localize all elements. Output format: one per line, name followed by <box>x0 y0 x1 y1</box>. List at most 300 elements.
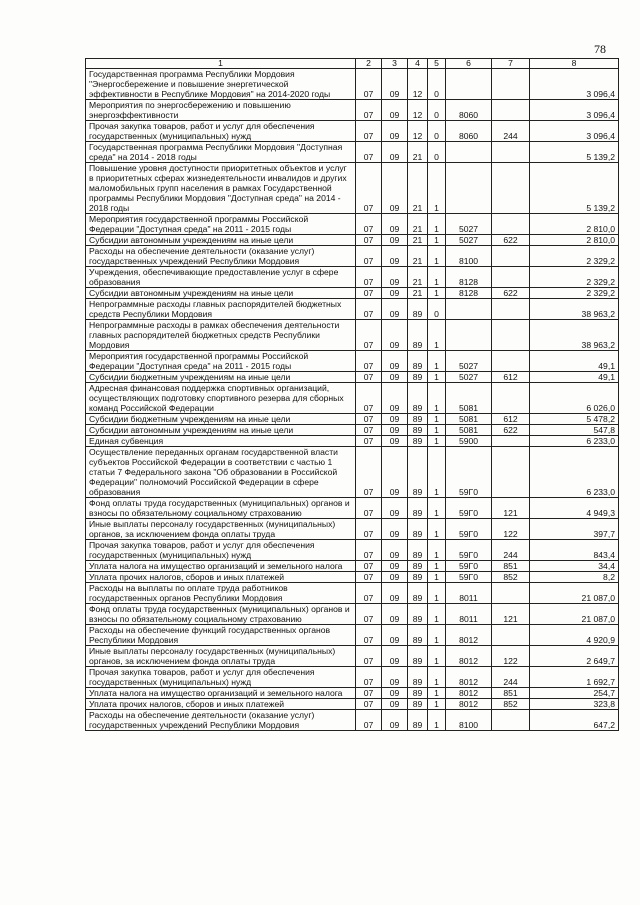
row-code <box>492 100 530 121</box>
row-code <box>492 246 530 267</box>
row-description: Субсидии автономным учреждениям на иные цели <box>86 288 356 299</box>
row-code: 89 <box>408 383 428 414</box>
row-amount: 6 026,0 <box>530 383 619 414</box>
row-amount: 323,8 <box>530 699 619 710</box>
row-code: 1 <box>428 688 446 699</box>
table-row <box>86 214 619 235</box>
table-row <box>86 414 619 425</box>
row-code: 89 <box>408 498 428 519</box>
row-code: 122 <box>492 519 530 540</box>
row-description: Субсидии бюджетным учреждениям на иные цели <box>86 414 356 425</box>
row-code: 12 <box>408 69 428 100</box>
row-code: 07 <box>356 320 382 351</box>
row-code: 89 <box>408 646 428 667</box>
row-code: 09 <box>382 142 408 163</box>
column-header: 7 <box>492 59 530 69</box>
column-header: 6 <box>446 59 492 69</box>
table-row <box>86 604 619 625</box>
page-number: 78 <box>594 42 606 56</box>
row-code: 5027 <box>446 214 492 235</box>
table-row <box>86 572 619 583</box>
row-description: Уплата прочих налогов, сборов и иных платежей <box>86 699 356 710</box>
column-header: 3 <box>382 59 408 69</box>
row-code: 07 <box>356 163 382 214</box>
row-description: Субсидии бюджетным учреждениям на иные цели <box>86 372 356 383</box>
row-code: 09 <box>382 425 408 436</box>
row-description: Субсидии автономным учреждениям на иные цели <box>86 235 356 246</box>
row-code: 89 <box>408 372 428 383</box>
row-code: 07 <box>356 299 382 320</box>
row-code <box>492 214 530 235</box>
row-description: Мероприятия по энергосбережению и повышению энергоэффективности <box>86 100 356 121</box>
row-code: 1 <box>428 447 446 498</box>
row-code: 09 <box>382 267 408 288</box>
row-code: 09 <box>382 625 408 646</box>
row-code: 07 <box>356 246 382 267</box>
row-code: 1 <box>428 519 446 540</box>
row-code: 07 <box>356 267 382 288</box>
row-code <box>492 267 530 288</box>
row-code: 1 <box>428 583 446 604</box>
row-code: 09 <box>382 320 408 351</box>
row-code: 8012 <box>446 688 492 699</box>
row-amount: 49,1 <box>530 372 619 383</box>
table-row <box>86 436 619 447</box>
row-code: 1 <box>428 163 446 214</box>
row-amount: 21 087,0 <box>530 604 619 625</box>
table-row <box>86 667 619 688</box>
row-code: 1 <box>428 561 446 572</box>
row-code: 07 <box>356 372 382 383</box>
row-code: 07 <box>356 414 382 425</box>
row-code: 1 <box>428 667 446 688</box>
row-amount: 38 963,2 <box>530 299 619 320</box>
row-code: 07 <box>356 625 382 646</box>
column-header: 4 <box>408 59 428 69</box>
row-code: 07 <box>356 100 382 121</box>
row-code <box>492 299 530 320</box>
table-row <box>86 561 619 572</box>
row-code: 12 <box>408 100 428 121</box>
row-amount: 1 692,7 <box>530 667 619 688</box>
row-code: 09 <box>382 383 408 414</box>
row-code: 1 <box>428 383 446 414</box>
row-code: 1 <box>428 646 446 667</box>
row-code: 21 <box>408 288 428 299</box>
row-amount: 6 233,0 <box>530 447 619 498</box>
row-amount: 2 810,0 <box>530 214 619 235</box>
row-amount: 3 096,4 <box>530 100 619 121</box>
row-code: 89 <box>408 699 428 710</box>
row-amount: 843,4 <box>530 540 619 561</box>
row-code: 8012 <box>446 646 492 667</box>
row-code: 09 <box>382 235 408 246</box>
row-code: 89 <box>408 299 428 320</box>
row-code: 07 <box>356 498 382 519</box>
row-code: 09 <box>382 572 408 583</box>
row-code: 09 <box>382 604 408 625</box>
table-row <box>86 583 619 604</box>
row-description: Фонд оплаты труда государственных (муниципальных) органов и взносы по обязательному социальному страхованию <box>86 498 356 519</box>
row-code: 07 <box>356 351 382 372</box>
row-code <box>492 447 530 498</box>
row-amount: 3 096,4 <box>530 121 619 142</box>
table-row <box>86 519 619 540</box>
row-code: 89 <box>408 710 428 731</box>
table-body <box>86 69 619 731</box>
table-row <box>86 688 619 699</box>
row-code: 21 <box>408 267 428 288</box>
row-code <box>492 142 530 163</box>
row-code: 09 <box>382 519 408 540</box>
row-code: 07 <box>356 646 382 667</box>
row-code: 5027 <box>446 372 492 383</box>
row-description: Уплата налога на имущество организаций и земельного налога <box>86 688 356 699</box>
table-row <box>86 163 619 214</box>
row-description: Расходы на обеспечение деятельности (оказание услуг) государственных учреждений Республики Мордовия <box>86 246 356 267</box>
row-code <box>492 351 530 372</box>
row-code: 09 <box>382 214 408 235</box>
row-code: 07 <box>356 436 382 447</box>
row-code: 07 <box>356 699 382 710</box>
row-code: 89 <box>408 572 428 583</box>
row-code <box>446 320 492 351</box>
row-code: 07 <box>356 214 382 235</box>
row-description: Непрограммные расходы в рамках обеспечения деятельности главных распорядителей бюджетных средств Республики Мордовия <box>86 320 356 351</box>
row-code <box>492 69 530 100</box>
row-amount: 21 087,0 <box>530 583 619 604</box>
row-code: 07 <box>356 572 382 583</box>
row-code: 09 <box>382 121 408 142</box>
row-code: 59Г0 <box>446 498 492 519</box>
row-code: 1 <box>428 498 446 519</box>
row-description: Государственная программа Республики Мордовия "Энергосбережение и повышение энергетической эффективности в Республике Мордовия" на 2014-2020 годы <box>86 69 356 100</box>
row-amount: 6 233,0 <box>530 436 619 447</box>
row-code: 8012 <box>446 625 492 646</box>
row-description: Осуществление переданных органам государственной власти субъектов Российской Федерации в соответствии с частью 1 статьи 7 Федерального закона "Об образовании в Российской Федерации" полномочий Российской Федерации в сфере образования <box>86 447 356 498</box>
column-header: 1 <box>86 59 356 69</box>
row-code <box>446 142 492 163</box>
row-code <box>446 163 492 214</box>
row-code <box>492 436 530 447</box>
row-code: 89 <box>408 414 428 425</box>
row-code: 8128 <box>446 288 492 299</box>
table-row <box>86 69 619 100</box>
row-code: 1 <box>428 235 446 246</box>
row-description: Повышение уровня доступности приоритетных объектов и услуг в приоритетных сферах жизнедеятельности инвалидов и других маломобильных групп населения в рамках Государственной программы Республики Мордовия "Доступная среда" на 2014 - 2018 годы <box>86 163 356 214</box>
row-description: Прочая закупка товаров, работ и услуг для обеспечения государственных (муниципальных) нужд <box>86 667 356 688</box>
row-code: 8011 <box>446 604 492 625</box>
row-code: 09 <box>382 710 408 731</box>
row-code: 8060 <box>446 100 492 121</box>
row-description: Единая субвенция <box>86 436 356 447</box>
row-code: 622 <box>492 288 530 299</box>
row-code: 89 <box>408 519 428 540</box>
row-code: 8060 <box>446 121 492 142</box>
row-code: 12 <box>408 121 428 142</box>
row-code: 07 <box>356 583 382 604</box>
row-code <box>446 69 492 100</box>
table-row <box>86 646 619 667</box>
row-code: 8100 <box>446 710 492 731</box>
row-code: 612 <box>492 414 530 425</box>
table-row <box>86 447 619 498</box>
row-code: 89 <box>408 540 428 561</box>
row-amount: 38 963,2 <box>530 320 619 351</box>
row-code: 07 <box>356 121 382 142</box>
row-code: 1 <box>428 572 446 583</box>
row-description: Расходы на обеспечение деятельности (оказание услуг) государственных учреждений Республики Мордовия <box>86 710 356 731</box>
table-row <box>86 299 619 320</box>
row-code: 8012 <box>446 667 492 688</box>
row-amount: 2 329,2 <box>530 246 619 267</box>
row-amount: 2 649,7 <box>530 646 619 667</box>
table-row <box>86 540 619 561</box>
row-amount: 397,7 <box>530 519 619 540</box>
row-code: 244 <box>492 121 530 142</box>
row-code: 851 <box>492 688 530 699</box>
row-description: Иные выплаты персоналу государственных (муниципальных) органов, за исключением фонда оплаты труда <box>86 646 356 667</box>
table-row <box>86 142 619 163</box>
row-code: 09 <box>382 447 408 498</box>
row-code: 89 <box>408 583 428 604</box>
table-row <box>86 246 619 267</box>
row-code: 07 <box>356 69 382 100</box>
row-code: 59Г0 <box>446 447 492 498</box>
row-code: 1 <box>428 214 446 235</box>
table-row <box>86 699 619 710</box>
row-description: Прочая закупка товаров, работ и услуг для обеспечения государственных (муниципальных) нужд <box>86 121 356 142</box>
row-amount: 2 329,2 <box>530 288 619 299</box>
row-code: 5081 <box>446 383 492 414</box>
row-code: 89 <box>408 604 428 625</box>
row-code: 07 <box>356 288 382 299</box>
row-code: 1 <box>428 246 446 267</box>
row-code <box>492 583 530 604</box>
row-code <box>446 299 492 320</box>
row-code: 09 <box>382 299 408 320</box>
row-code: 0 <box>428 69 446 100</box>
table-header-row <box>86 59 619 69</box>
row-code: 0 <box>428 100 446 121</box>
row-code: 07 <box>356 425 382 436</box>
table-row <box>86 267 619 288</box>
row-code: 1 <box>428 604 446 625</box>
row-code: 5027 <box>446 235 492 246</box>
row-code: 1 <box>428 540 446 561</box>
row-code: 5081 <box>446 414 492 425</box>
row-code: 09 <box>382 646 408 667</box>
row-description: Уплата прочих налогов, сборов и иных платежей <box>86 572 356 583</box>
row-description: Учреждения, обеспечивающие предоставление услуг в сфере образования <box>86 267 356 288</box>
row-code: 07 <box>356 447 382 498</box>
table-row <box>86 320 619 351</box>
row-code: 852 <box>492 699 530 710</box>
row-code: 59Г0 <box>446 540 492 561</box>
row-description: Фонд оплаты труда государственных (муниципальных) органов и взносы по обязательному социальному страхованию <box>86 604 356 625</box>
row-code: 59Г0 <box>446 561 492 572</box>
row-code: 1 <box>428 436 446 447</box>
row-code: 21 <box>408 142 428 163</box>
row-code: 121 <box>492 604 530 625</box>
table-row <box>86 625 619 646</box>
row-code: 07 <box>356 604 382 625</box>
row-amount: 5 139,2 <box>530 142 619 163</box>
row-description: Уплата налога на имущество организаций и земельного налога <box>86 561 356 572</box>
row-code: 09 <box>382 246 408 267</box>
row-code: 09 <box>382 414 408 425</box>
row-code: 09 <box>382 436 408 447</box>
row-code: 07 <box>356 667 382 688</box>
row-code: 851 <box>492 561 530 572</box>
row-code: 244 <box>492 667 530 688</box>
row-code: 1 <box>428 288 446 299</box>
row-code: 121 <box>492 498 530 519</box>
table-row <box>86 121 619 142</box>
row-code: 07 <box>356 519 382 540</box>
row-code <box>492 383 530 414</box>
row-description: Прочая закупка товаров, работ и услуг для обеспечения государственных (муниципальных) нужд <box>86 540 356 561</box>
row-code: 59Г0 <box>446 572 492 583</box>
row-code <box>492 710 530 731</box>
row-code: 89 <box>408 320 428 351</box>
row-code: 1 <box>428 699 446 710</box>
table-row <box>86 372 619 383</box>
row-amount: 34,4 <box>530 561 619 572</box>
row-code: 1 <box>428 320 446 351</box>
row-code: 21 <box>408 235 428 246</box>
row-code: 21 <box>408 163 428 214</box>
column-header: 8 <box>530 59 619 69</box>
row-code: 8100 <box>446 246 492 267</box>
table-row <box>86 288 619 299</box>
row-code: 09 <box>382 372 408 383</box>
row-code: 09 <box>382 583 408 604</box>
column-header: 5 <box>428 59 446 69</box>
row-code: 09 <box>382 561 408 572</box>
row-amount: 8,2 <box>530 572 619 583</box>
row-code: 89 <box>408 447 428 498</box>
row-code: 89 <box>408 667 428 688</box>
row-code: 89 <box>408 561 428 572</box>
row-code: 1 <box>428 425 446 436</box>
budget-table <box>85 58 619 731</box>
row-code: 0 <box>428 299 446 320</box>
row-amount: 4 920,9 <box>530 625 619 646</box>
table-row <box>86 710 619 731</box>
table-row <box>86 351 619 372</box>
row-code: 612 <box>492 372 530 383</box>
row-amount: 547,8 <box>530 425 619 436</box>
column-header: 2 <box>356 59 382 69</box>
row-code: 09 <box>382 699 408 710</box>
table-row <box>86 498 619 519</box>
row-code: 122 <box>492 646 530 667</box>
row-code: 0 <box>428 121 446 142</box>
row-amount: 49,1 <box>530 351 619 372</box>
row-description: Непрограммные расходы главных распорядителей бюджетных средств Республики Мордовия <box>86 299 356 320</box>
table-row <box>86 383 619 414</box>
row-code: 07 <box>356 383 382 414</box>
row-code: 852 <box>492 572 530 583</box>
row-description: Субсидии автономным учреждениям на иные цели <box>86 425 356 436</box>
row-code: 89 <box>408 688 428 699</box>
table-row <box>86 235 619 246</box>
row-code: 1 <box>428 372 446 383</box>
row-amount: 4 949,3 <box>530 498 619 519</box>
row-description: Мероприятия государственной программы Российской Федерации "Доступная среда" на 2011 - 2015 годы <box>86 214 356 235</box>
row-code: 5900 <box>446 436 492 447</box>
row-code: 07 <box>356 142 382 163</box>
row-code: 89 <box>408 351 428 372</box>
row-code: 07 <box>356 688 382 699</box>
row-code: 59Г0 <box>446 519 492 540</box>
row-code: 07 <box>356 561 382 572</box>
row-code: 1 <box>428 414 446 425</box>
row-code <box>492 163 530 214</box>
row-description: Мероприятия государственной программы Российской Федерации "Доступная среда" на 2011 - 2015 годы <box>86 351 356 372</box>
row-code: 07 <box>356 540 382 561</box>
row-amount: 2 810,0 <box>530 235 619 246</box>
row-code: 07 <box>356 710 382 731</box>
row-code: 1 <box>428 625 446 646</box>
row-code: 622 <box>492 425 530 436</box>
row-code: 09 <box>382 540 408 561</box>
row-description: Адресная финансовая поддержка спортивных организаций, осуществляющих подготовку спортивного резерва для сборных команд Российской Федерации <box>86 383 356 414</box>
row-description: Расходы на выплаты по оплате труда работников государственных органов Республики Мордовия <box>86 583 356 604</box>
table-row <box>86 100 619 121</box>
row-code: 21 <box>408 246 428 267</box>
row-code: 1 <box>428 267 446 288</box>
row-amount: 5 139,2 <box>530 163 619 214</box>
row-amount: 254,7 <box>530 688 619 699</box>
table-row <box>86 425 619 436</box>
row-description: Расходы на обеспечение функций государственных органов Республики Мордовия <box>86 625 356 646</box>
row-code: 09 <box>382 688 408 699</box>
row-code: 09 <box>382 288 408 299</box>
row-code: 09 <box>382 667 408 688</box>
row-code: 09 <box>382 100 408 121</box>
row-code: 09 <box>382 498 408 519</box>
row-code <box>492 625 530 646</box>
row-code: 0 <box>428 142 446 163</box>
row-code: 21 <box>408 214 428 235</box>
row-code: 5027 <box>446 351 492 372</box>
row-code: 8012 <box>446 699 492 710</box>
row-amount: 2 329,2 <box>530 267 619 288</box>
row-amount: 3 096,4 <box>530 69 619 100</box>
row-code: 09 <box>382 69 408 100</box>
row-code: 89 <box>408 436 428 447</box>
row-code: 244 <box>492 540 530 561</box>
row-code: 622 <box>492 235 530 246</box>
row-code: 07 <box>356 235 382 246</box>
row-description: Иные выплаты персоналу государственных (муниципальных) органов, за исключением фонда оплаты труда <box>86 519 356 540</box>
row-amount: 647,2 <box>530 710 619 731</box>
row-code <box>492 320 530 351</box>
row-code: 1 <box>428 351 446 372</box>
row-code: 5081 <box>446 425 492 436</box>
row-code: 8128 <box>446 267 492 288</box>
row-code: 1 <box>428 710 446 731</box>
row-code: 8011 <box>446 583 492 604</box>
row-description: Государственная программа Республики Мордовия "Доступная среда" на 2014 - 2018 годы <box>86 142 356 163</box>
row-code: 89 <box>408 425 428 436</box>
row-code: 09 <box>382 351 408 372</box>
row-amount: 5 478,2 <box>530 414 619 425</box>
row-code: 89 <box>408 625 428 646</box>
row-code: 09 <box>382 163 408 214</box>
